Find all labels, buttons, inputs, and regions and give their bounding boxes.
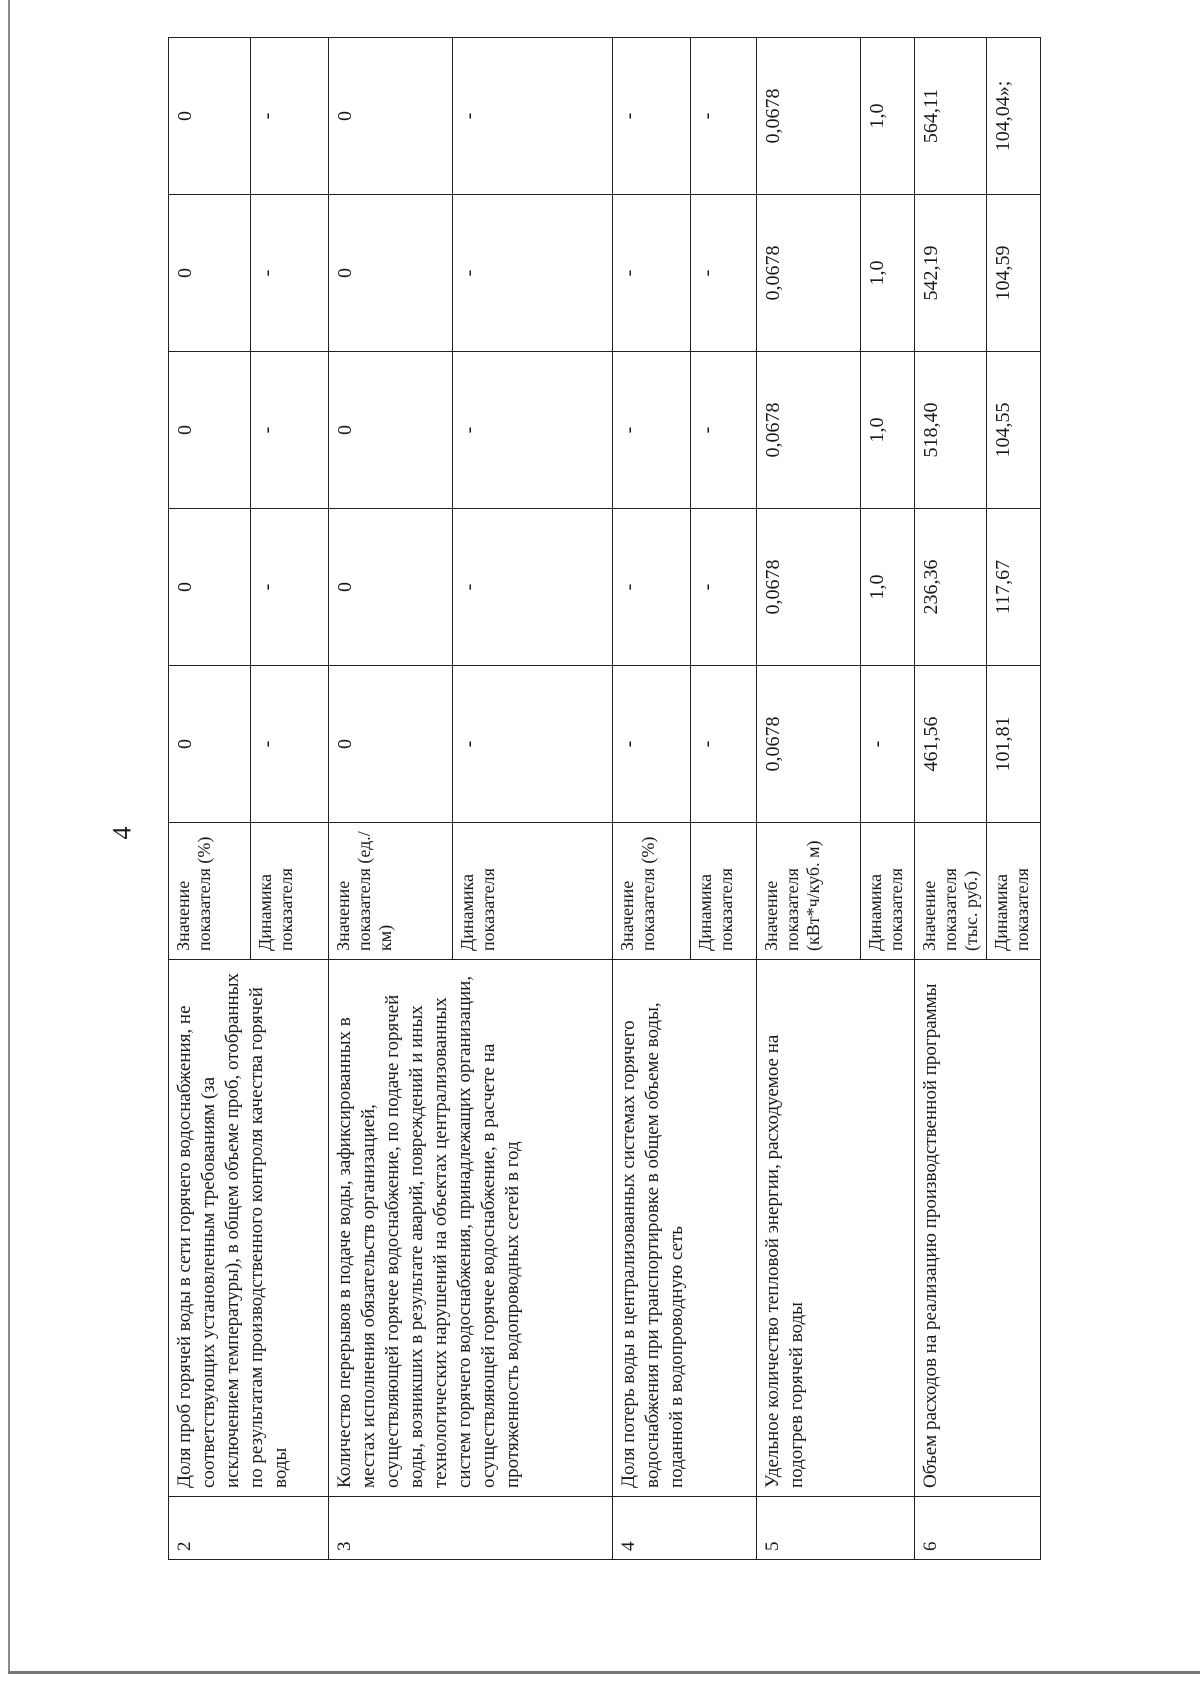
dynamics-label: Динамика показателя bbox=[691, 823, 757, 960]
dynamics-cell: - bbox=[453, 38, 613, 195]
value-label: Значение показателя (%) bbox=[169, 823, 251, 960]
dynamics-cell: 1,0 bbox=[861, 38, 915, 195]
dynamics-cell: - bbox=[251, 38, 329, 195]
value-cell: 0 bbox=[329, 38, 453, 195]
value-cell: 0 bbox=[329, 195, 453, 352]
dynamics-cell: - bbox=[251, 509, 329, 666]
value-label: Значение показателя (тыс. руб.) bbox=[915, 823, 987, 960]
value-cell: 0 bbox=[169, 666, 251, 823]
indicator-name: Доля проб горячей воды в сети горячего водоснабжения, не соответствующих установленным требованиям (за исключением температуры), в общем объеме проб, отобранных по результатам производственного контроля качества горячей воды bbox=[169, 960, 329, 1497]
value-cell: 0,0678 bbox=[757, 666, 861, 823]
dynamics-cell: 1,0 bbox=[861, 509, 915, 666]
value-cell: 0 bbox=[329, 352, 453, 509]
indicator-name: Удельное количество тепловой энергии, расходуемое на подогрев горячей воды bbox=[757, 960, 915, 1497]
dynamics-label: Динамика показателя bbox=[251, 823, 329, 960]
table-row bbox=[757, 38, 861, 1560]
indicator-name: Объем расходов на реализацию производственной программы bbox=[915, 960, 1041, 1497]
table-row bbox=[329, 38, 453, 1560]
value-cell: 0,0678 bbox=[757, 352, 861, 509]
dynamics-label: Динамика показателя bbox=[453, 823, 613, 960]
value-label: Значение показателя (ед./км) bbox=[329, 823, 453, 960]
value-cell: 542,19 bbox=[915, 195, 987, 352]
value-cell: 0 bbox=[329, 509, 453, 666]
page-number: 4 bbox=[107, 826, 137, 840]
value-cell: 564,11 bbox=[915, 38, 987, 195]
dynamics-cell: - bbox=[453, 195, 613, 352]
value-cell: - bbox=[613, 352, 691, 509]
value-cell: 518,40 bbox=[915, 352, 987, 509]
dynamics-cell: - bbox=[691, 509, 757, 666]
value-cell: 0,0678 bbox=[757, 509, 861, 666]
value-cell: - bbox=[613, 195, 691, 352]
value-label: Значение показателя (%) bbox=[613, 823, 691, 960]
row-number: 4 bbox=[613, 1497, 757, 1560]
table-row bbox=[169, 38, 251, 1560]
dynamics-label: Динамика показателя bbox=[987, 823, 1041, 960]
value-cell: 0 bbox=[169, 195, 251, 352]
dynamics-cell: - bbox=[691, 352, 757, 509]
value-cell: 461,56 bbox=[915, 666, 987, 823]
dynamics-cell: 104,55 bbox=[987, 352, 1041, 509]
dynamics-cell: - bbox=[251, 195, 329, 352]
dynamics-cell: 1,0 bbox=[861, 352, 915, 509]
page-edge-bottom bbox=[8, 1671, 1200, 1674]
value-cell: 0,0678 bbox=[757, 38, 861, 195]
dynamics-cell: 104,04»; bbox=[987, 38, 1041, 195]
value-cell: 0,0678 bbox=[757, 195, 861, 352]
dynamics-cell: - bbox=[691, 666, 757, 823]
value-cell: - bbox=[613, 38, 691, 195]
value-cell: - bbox=[613, 509, 691, 666]
dynamics-cell: 101,81 bbox=[987, 666, 1041, 823]
dynamics-cell: - bbox=[251, 666, 329, 823]
dynamics-cell: - bbox=[251, 352, 329, 509]
value-cell: 0 bbox=[169, 38, 251, 195]
row-number: 2 bbox=[169, 1497, 329, 1560]
dynamics-cell: - bbox=[861, 666, 915, 823]
dynamics-cell: - bbox=[691, 38, 757, 195]
value-cell: 236,36 bbox=[915, 509, 987, 666]
dynamics-cell: - bbox=[453, 352, 613, 509]
dynamics-cell: - bbox=[453, 666, 613, 823]
dynamics-cell: - bbox=[453, 509, 613, 666]
value-cell: - bbox=[613, 666, 691, 823]
indicator-name: Доля потерь воды в централизованных системах горячего водоснабжения при транспортировке в общем объеме воды, поданной в водопроводную сеть bbox=[613, 960, 757, 1497]
indicators-table bbox=[168, 37, 1041, 1560]
row-number: 6 bbox=[915, 1497, 1041, 1560]
row-number: 3 bbox=[329, 1497, 613, 1560]
dynamics-cell: - bbox=[691, 195, 757, 352]
row-number: 5 bbox=[757, 1497, 915, 1560]
dynamics-cell: 117,67 bbox=[987, 509, 1041, 666]
value-cell: 0 bbox=[169, 509, 251, 666]
indicator-name: Количество перерывов в подаче воды, зафиксированных в местах исполнения обязательств организацией, осуществляющей горячее водоснабжение, по подаче горячей воды, возникших в результате аварий, повреждений и иных технологических нарушений на объектах централизованных систем горячего водоснабжения, принадлежащих организации, осуществляющей горячее водоснабжение, в расчете на протяженность водопроводных сетей в год bbox=[329, 960, 613, 1497]
dynamics-cell: 104,59 bbox=[987, 195, 1041, 352]
dynamics-label: Динамика показателя bbox=[861, 823, 915, 960]
dynamics-cell: 1,0 bbox=[861, 195, 915, 352]
value-cell: 0 bbox=[329, 666, 453, 823]
table-row bbox=[915, 38, 987, 1560]
value-cell: 0 bbox=[169, 352, 251, 509]
value-label: Значение показателя (кВт*ч/куб. м) bbox=[757, 823, 861, 960]
table-row bbox=[613, 38, 691, 1560]
